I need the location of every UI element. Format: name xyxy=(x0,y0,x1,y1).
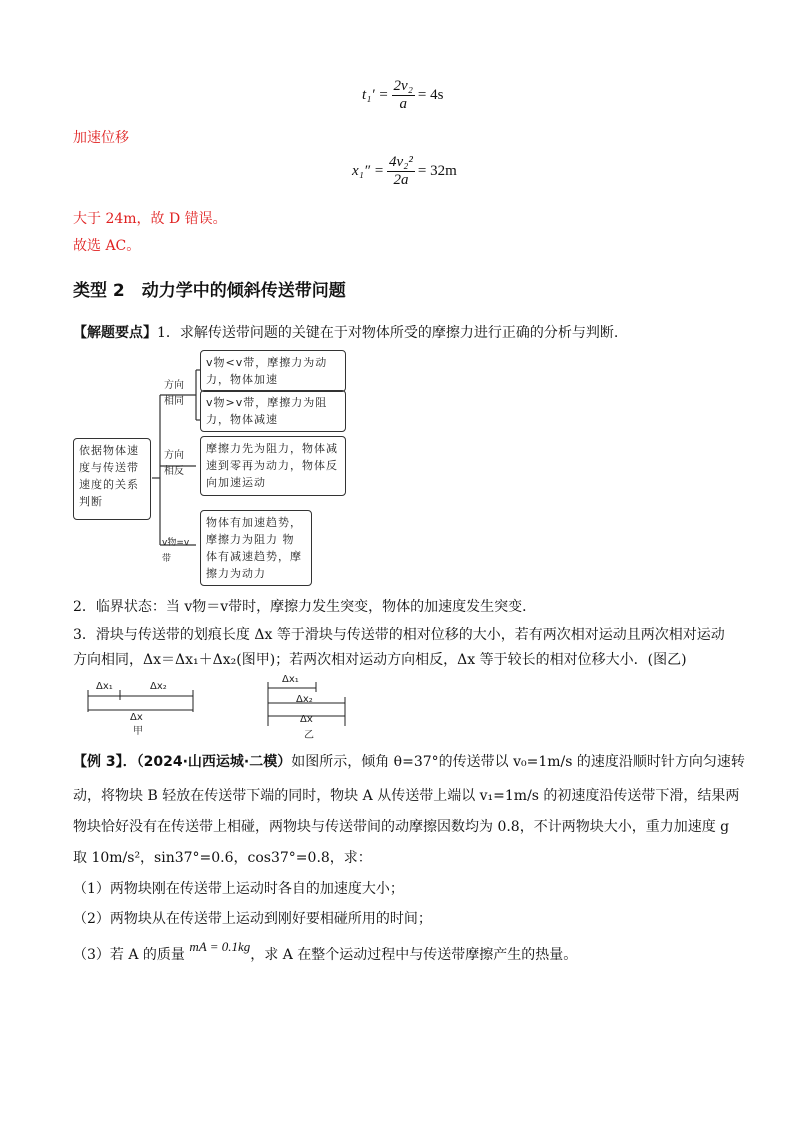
question-2: （2）两物块从在传送带上运动到刚好要相碰所用的时间； xyxy=(73,911,432,927)
eq1-denominator: a xyxy=(399,96,407,112)
yi-dx-label: Δx xyxy=(300,714,313,725)
flowchart-root-box: 依据物体速度与传送带速度的关系判断 xyxy=(73,438,151,520)
eq2-rhs: = 32m xyxy=(417,163,457,179)
example-3-line-4: 取 10m/s²，sin37°=0.6，cos37°=0.8，求： xyxy=(73,850,372,866)
yi-caption: 乙 xyxy=(304,730,314,741)
eq1-lhs: t₁′ = xyxy=(362,87,389,103)
branch-same-label: 方向相同 xyxy=(164,380,184,407)
point-3-line-1: 3．滑块与传送带的划痕长度 Δx 等于滑块与传送带的相对位移的大小，若有两次相对运动且两次相对运动 xyxy=(73,627,725,643)
greater-than-conclusion: 大于 24m，故 D 错误。 xyxy=(73,211,227,227)
eq1-numerator: 2v₂ xyxy=(393,78,413,94)
accel-displacement-label: 加速位移 xyxy=(73,130,129,146)
yi-dx2-label: Δx₂ xyxy=(296,694,313,705)
jia-dx-label: Δx xyxy=(130,712,143,723)
eq2-denominator: 2a xyxy=(393,172,409,188)
point-2-critical-state: 2．临界状态：当 v物＝v带时，摩擦力发生突变，物体的加速度发生突变． xyxy=(73,599,537,615)
example-3-line-1 xyxy=(73,751,745,773)
example-3-line-2: 动，将物块 B 轻放在传送带下端的同时，物块 A 从传送带上端以 v₁=1m/s 的初速度沿传送带下滑，结果两 xyxy=(73,788,740,804)
tip-label: 【解题要点】 xyxy=(73,325,157,341)
eq2-lhs: x₁″ = xyxy=(352,163,384,179)
jia-dx2-label: Δx₂ xyxy=(150,681,167,692)
question-3-suffix: ，求 A 在整个运动过程中与传送带摩擦产生的热量。 xyxy=(250,947,578,963)
question-3 xyxy=(73,939,578,966)
same-direction-slower-box: v物<v带，摩擦力为动力，物体加速 xyxy=(200,350,346,392)
question-3-mass: mA = 0.1kg xyxy=(189,939,251,954)
opposite-direction-box: 摩擦力先为阻力，物体减速到零再为动力，物体反向加速运动 xyxy=(200,436,346,496)
equal-speed-box: 物体有加速趋势，摩擦力为阻力 物体有减速趋势，摩擦力为动力 xyxy=(200,510,312,586)
jia-dx1-label: Δx₁ xyxy=(96,681,113,692)
branch-opposite-label: 方向相反 xyxy=(164,450,184,477)
eq2-numerator: 4v₂² xyxy=(389,154,413,170)
branch-equal-label: v物=v带 xyxy=(162,538,190,564)
question-3-prefix: （3）若 A 的质量 xyxy=(73,947,185,963)
point-3-line-2: 方向相同，Δx＝Δx₁＋Δx₂(图甲)；若两次相对运动方向相反，Δx 等于较长的相对位移大小．(图乙) xyxy=(73,652,687,668)
jia-caption: 甲 xyxy=(133,726,143,737)
question-1: （1）两物块刚在传送带上运动时各自的加速度大小； xyxy=(73,881,404,897)
yi-dx1-label: Δx₁ xyxy=(282,674,299,685)
example-3-line-3: 物块恰好没有在传送带上相碰，两物块与传送带间的动摩擦因数均为 0.8，不计两物块大小，重力加速度 g xyxy=(73,819,730,835)
eq1-rhs: = 4s xyxy=(417,87,444,103)
example-3-label: 【例 3】．（2024·山西运城·二模） xyxy=(73,754,292,770)
section-title: 类型 2 动力学中的倾斜传送带问题 xyxy=(73,281,346,301)
same-direction-faster-box: v物>v带，摩擦力为阻力，物体减速 xyxy=(200,390,346,432)
example-3-text-1: 如图所示，倾角 θ=37°的传送带以 v₀=1m/s 的速度沿顺时针方向匀速转 xyxy=(291,754,745,770)
answer-choice: 故选 AC。 xyxy=(73,238,141,254)
tip-text: 1．求解传送带问题的关键在于对物体所受的摩擦力进行正确的分析与判断. xyxy=(157,325,619,341)
